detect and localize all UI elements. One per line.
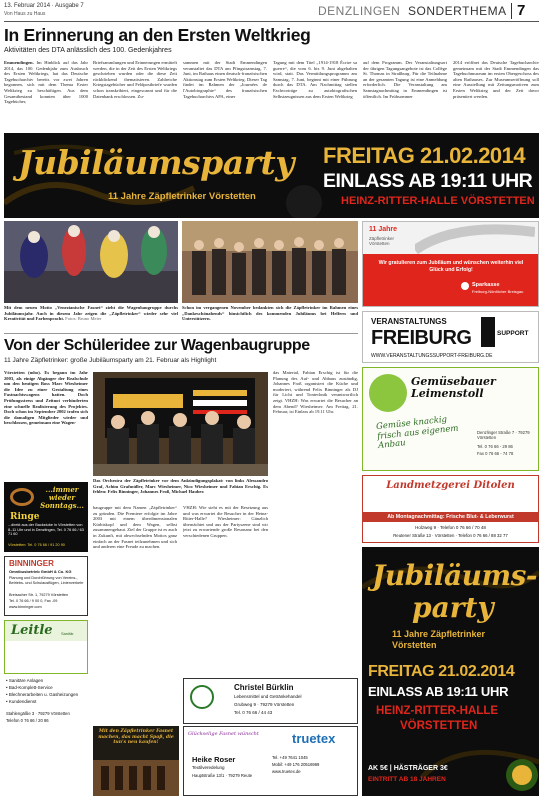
buerklin-addr: Grubweg 9 · 79279 Vörstetten <box>234 702 295 707</box>
leitle-item-2: • Bad-Komplett-Service <box>6 685 53 690</box>
leitle-tel: Telefon 0 76 66 / 20 86 <box>6 718 49 723</box>
ad-veranstaltungssupport <box>362 311 539 363</box>
roser-tel: Tel. +49 7641 1045 <box>272 755 308 760</box>
ditolen-addr2: Reutener Straße 13 · Vörstetten · Telefon 0 76 66 / 88 32 77 <box>393 533 508 538</box>
binninger-name: BINNINGER <box>9 559 54 568</box>
sparkasse-brand: Sparkasse <box>472 282 500 288</box>
freiburg-support: SUPPORT <box>497 330 529 337</box>
leimenstoll-tel: Tel. 0 76 66 - 29 86 <box>477 444 513 449</box>
binninger-sub: Omnibusbetrieb GmbH & Co. KG <box>9 569 72 574</box>
header-town: DENZLINGEN <box>318 4 401 18</box>
article1-col3: sammen mit der Stadt Emmendingen veranstaltet das DTA am Pfingstsamstag, 7. Juni, im Rathaus einen deutsch-französischen Aktionstag zum Ersten Weltkrieg. Dieser Tag findet im Rahmen der „Journées de l'Autobiographie“ des französischen Tagebucharchivs APA, einer <box>183 60 267 99</box>
poster-subtitle: 11 Jahre Zäpfletrinker Vörstetten <box>392 629 486 650</box>
ditolen-subline: Ab Montagnachmittag: Frische Blut- & Leberwurst <box>387 514 514 520</box>
buerklin-name: Christel Bürklin <box>234 683 294 692</box>
sparkasse-message: Wir gratulieren zum Jubiläum und wünschen weiterhin viel Glück und Erfolg! <box>378 260 524 273</box>
brezel-icon <box>10 488 34 506</box>
photo-venetian-art <box>4 221 178 303</box>
article1-col1-text: Im Hinblick auf das Jahr 2014, das 100. Gedenkjahr zum Ausbruch des Ersten Weltkriegs, hat das Deutsche Tagebucharchiv bereits vor zwei Jahren begonnen, sich mit dem Thema Erster Weltkrieg zu beschäftigen. Aus dem Gesamtbestand konnten über 1000 Tagebücher, <box>4 60 88 105</box>
brezel-text: ...direkt aus der Backstube in Vörstetten von 8–11 Uhr und in Denzlingen, Tel. 0 76 66 / 63 71 60 <box>8 523 84 537</box>
banner-title: Jubiläumsparty <box>18 143 294 182</box>
sparkasse-ribbon-art <box>415 222 535 254</box>
beer-crate-art <box>93 760 179 796</box>
leimenstoll-slogan: Gemüse knackig frisch aus eigenem Anbau <box>375 414 459 451</box>
photo-group-caption: Das Orchestra der Zäpfletrinker vor dem Ankündigungsplakat: von links Alessandro Graf, Achim Grafmüller, Marc Wiesheimer, Nico Wiesheimer und Fabian Erschig. Es fehlen: Felix Binninger, Johannes Froß, Michael Hauber. <box>93 478 268 495</box>
roser-web: www.truetex.de <box>272 769 301 774</box>
buerklin-logo-icon <box>190 685 214 709</box>
banner-subtitle: 11 Jahre Zäpfletrinker Vörstetten <box>108 191 256 202</box>
photo-thank-you-evening <box>182 221 358 303</box>
leimenstoll-logo-icon <box>369 374 407 412</box>
sonntags-headline: ...immer wieder Sonntags... <box>40 485 84 510</box>
photo-poster-art <box>93 372 268 476</box>
ad-leimenstoll <box>362 367 539 471</box>
caption-venetian <box>4 305 178 323</box>
ad-leitle <box>4 620 88 674</box>
banner-date: FREITAG 21.02.2014 <box>323 143 526 168</box>
ditolen-addr1: Holzweg 9 · Telefon 0 76 66 / 70 48 <box>415 525 486 530</box>
party-banner <box>4 133 539 218</box>
article2-subtitle: 11 Jahre Zäpfletrinker: große Jubiläumsparty am 21. Februar als Highlight <box>4 357 217 364</box>
article1-col4: Tagung mit dem Titel „1914-1918 Écrire sa guerre“, die vom 6. bis 9. Juni abgehalten wird, statt. Das Vermittlungsprogramm am Samstag, 7. Juni, beginnt mit einer Führung durch das DTA. Am Nachmittag stellen Fachvorträge zu autobiografischen Selbstzeugnissen aus dem Ersten Weltkrieg <box>273 60 357 99</box>
article1-title: In Erinnerung an den Ersten Weltkrieg <box>4 25 311 45</box>
banner-entry: EINLASS AB 19:11 UHR <box>323 170 533 192</box>
caption-thank-you: Schon im vergangenen November bedankten sich die Zäpfletrinker im Rahmen eines „Dankeschönabends“ hinsichtlich des kommenden Jubiläums bei Helfern und Unterstützern. <box>182 305 358 322</box>
article2-col1: Vörstetten (mbo). Es begann im Jahr 2003, als einige Abgänger der Realschule um den heutigen Boss Marc Wiesheimer die Idee zu einer Gestaltung eines Fastnachtswagens hatten. Doch Prüfungsstress und Zeitnot verhinderten eine schnelle Realisierung des Projektes. Doch schon im September 2002 trafen sich die damaligen Mitglieder wieder und beschlossen, gemeinsam eine Wagen- <box>4 370 88 426</box>
poster-venue-2: VÖRSTETTEN <box>400 720 478 732</box>
ad-zaepfle-promo <box>93 726 179 760</box>
party-poster <box>362 547 539 796</box>
poster-price: AK 5€ | HÄSTRÄGER 3€ <box>368 765 448 772</box>
binninger-text: Planung und Durchführung von Vereins-, Betriebs- und Schulausflügen, Linienverkehr <box>9 576 84 585</box>
banner-venue: HEINZ-RITTER-HALLE VÖRSTETTEN <box>341 195 535 207</box>
ad-roser <box>183 726 358 796</box>
leitle-item-3: • Blechnerarbeiten u. Gasheizungen <box>6 692 79 697</box>
photo-venetian-fasnet <box>4 221 178 303</box>
freiburg-url: WWW.VERANSTALTUNGSSUPPORT-FREIBURG.DE <box>371 353 493 359</box>
section-rule <box>4 333 358 334</box>
page-number: 7 <box>517 2 526 19</box>
poster-age: EINTRITT AB 18 JAHREN <box>368 776 446 783</box>
header-divider <box>511 3 512 19</box>
article1-lead: Emmendingen. <box>4 60 34 65</box>
header-paper: Von Haus zu Haus <box>4 11 46 17</box>
promo-text: Mit den Zäpfletrinker Fasnet machen, das macht Spaß, die tun's neu kaufen! <box>98 729 174 746</box>
poster-date: FREITAG 21.02.2014 <box>368 663 515 680</box>
article1-col1 <box>4 60 88 130</box>
roser-sub: Textilveredelung <box>192 765 225 770</box>
binninger-web: www.binninger.com <box>9 605 42 609</box>
freiburg-logo-icon <box>481 317 495 347</box>
sparkasse-badge-top: 11 Jahre <box>369 226 398 233</box>
article1-col5: auf dem Programm. Der Veranstaltungsort der übrigen Tagungsangebote ist das Collège St. Thomas in Straßburg. Für die Teilnahme an der gesamten Tagung ist eine Anmeldung erforderlich. Die Veranstaltung am Samstagnachmittag in Emmendingen ist öffentlich. Im Frühsommer <box>363 60 447 99</box>
ad-binninger <box>4 556 88 616</box>
leitle-addr: Stahlengäßle 3 · 79279 Vörstetten <box>6 711 70 716</box>
article1-col2: Briefsammlungen und Erinnerungen ermittelt werden, die in der Zeit des Ersten Weltkriegs geschrieben wurden oder die diese Zeit rückblickend thematisieren. Zahlreiche Kriegstagebücher und Feldpostbriefe wurden schon transkribiert, eingescannt und für die Datenbank erschlossen. Zu- <box>93 60 177 99</box>
sparkasse-red-panel <box>363 254 538 306</box>
leitle-brand: Leitle <box>11 623 53 638</box>
ad-sparkasse <box>362 221 539 307</box>
leimenstoll-fax: Fax 0 76 66 - 74 78 <box>477 451 514 456</box>
caption-venetian-text: Mit dem neuen Motto „Venezianische Fasnet“ zieht die Wagenbaugruppe durchs Jubiläumsjahr. Auch in diesem Jahr zeigen die „Zäpfletrinker“ wieder sehr viel Kreativität und Farbenpracht. <box>4 305 178 322</box>
photo-beer-crate <box>93 760 179 796</box>
buerklin-sub: Lebensmittel und Getränkehandel <box>234 694 302 699</box>
ditolen-subline-bar <box>363 512 538 522</box>
poster-venue-1: HEINZ-RITTER-HALLE <box>376 705 499 717</box>
sparkasse-brand-sub: Freiburg-Nördlicher Breisgau <box>472 289 524 294</box>
leimenstoll-name: Gemüsebauer Leimenstoll <box>411 375 496 400</box>
poster-title-2: party <box>412 591 494 624</box>
binninger-tel: Tel. 0 76 66 / 9 00 0, Fax -09 <box>9 599 58 603</box>
roser-wish: Glückselige Fasnet wünscht <box>188 731 259 737</box>
photo-group-poster <box>93 372 268 476</box>
header-date: 13. Februar 2014 · Ausgabe 7 <box>4 3 84 9</box>
article1-subtitle: Aktivitäten des DTA anlässlich des 100. Gedenkjahres <box>4 47 172 54</box>
header-section: SONDERTHEMA <box>408 4 507 18</box>
photo-credit: Fotos: Bruno Meier <box>65 316 102 322</box>
article2-col3: VHZH: Wie sieht es mit der Besetzung aus und was erwartet die Besucher in der Heinz-Ritter-Halle? Wiesheimer: Gänzlich übernächtet und aus der Partyszene sind wir jetzt zu erwartende große Resonanz bei den verschiedenen Gruppen. <box>183 505 268 538</box>
roser-logo: truetex <box>292 731 336 746</box>
leimenstoll-address: Denzlinger Straße 7 · 79279 Vörstetten <box>477 430 530 440</box>
roser-name: Heike Roser <box>192 755 236 764</box>
poster-title-1: Jubiläums- <box>372 559 537 592</box>
ad-sonntags <box>4 482 88 552</box>
sparkasse-badge-sub: Zäpfletrinker Vörstetten <box>369 236 395 246</box>
leitle-item-4: • Kundendienst <box>6 699 37 704</box>
photo-group-art <box>182 221 358 303</box>
article2-title: Von der Schüleridee zur Wagenbaugruppe <box>4 337 310 354</box>
brezel-phones: Vörstetten: Tel. 0 76 66 / 91 20 90 <box>8 543 65 547</box>
leitle-sub: Sanitär <box>61 631 74 636</box>
freiburg-main: FREIBURG <box>371 327 472 349</box>
article2-col4: das Material, Fabian Erschig ist für die Planung des Auf- und Abbaus zuständig, Johannes Froß organisiert die Küche und moderiert, während Felix Binninger als DJ für Licht und Tontechnik verantwortlich zeigt. VHZH: Was erwartet die Besucher an dem Abend? Wiesheimer: Am Freitag, 21. Februar, ist Einlass ab 19.11 Uhr. <box>273 370 358 415</box>
article2-col2: baugruppe mit dem Namen „Zäpfletrinker“ zu gründen. Die Premiere erfolgte im Jahre 2003 mit einem überdimensionalen Kürbiskopf und dem Wagen, selbst zusammengebaut. Ziel der Gruppe ist es auch in Zukunft, mit abwechselnden Mottos ganz einfach an der Fasnet teilzunehmen und sich und anderen eine Freude zu machen. <box>93 505 177 550</box>
buerklin-tel: Tel. 0 76 66 / 44 43 <box>234 710 273 715</box>
sparkasse-logo-icon <box>461 282 469 290</box>
leitle-item-1: • Sanitäre Anlagen <box>6 678 44 683</box>
roser-mobil: Mobil: +49 176 20516969 <box>272 762 320 767</box>
binninger-addr: Breisacher Str. 1, 79279 Vörstetten <box>9 593 69 597</box>
brezel-brand: Ringe <box>10 512 40 522</box>
article1-col6: 2014 eröffnet das Deutsche Tagebucharchiv gemeinsam mit der Stadt Emmendingen das Tagebuchmuseum im ersten Obergeschoss des alten Rathauses. Zur Museumseröffnung soll eine Ausstellung mit Zeitungsmotiven zum Ersten Weltkrieg und der Zeit davor präsentiert werden. <box>453 60 539 99</box>
sparkasse-header <box>363 222 538 254</box>
header-rule <box>4 21 539 22</box>
ad-buerklin <box>183 678 358 724</box>
ditolen-title: Landmetzgerei Ditolen <box>386 480 515 491</box>
poster-entry: EINLASS AB 19:11 UHR <box>368 684 509 699</box>
roser-addr: Hauptstraße 13/1 · 79279 Reute <box>192 773 253 778</box>
ad-ditolen <box>362 475 539 543</box>
freiburg-top: VERANSTALTUNGS <box>371 317 447 326</box>
